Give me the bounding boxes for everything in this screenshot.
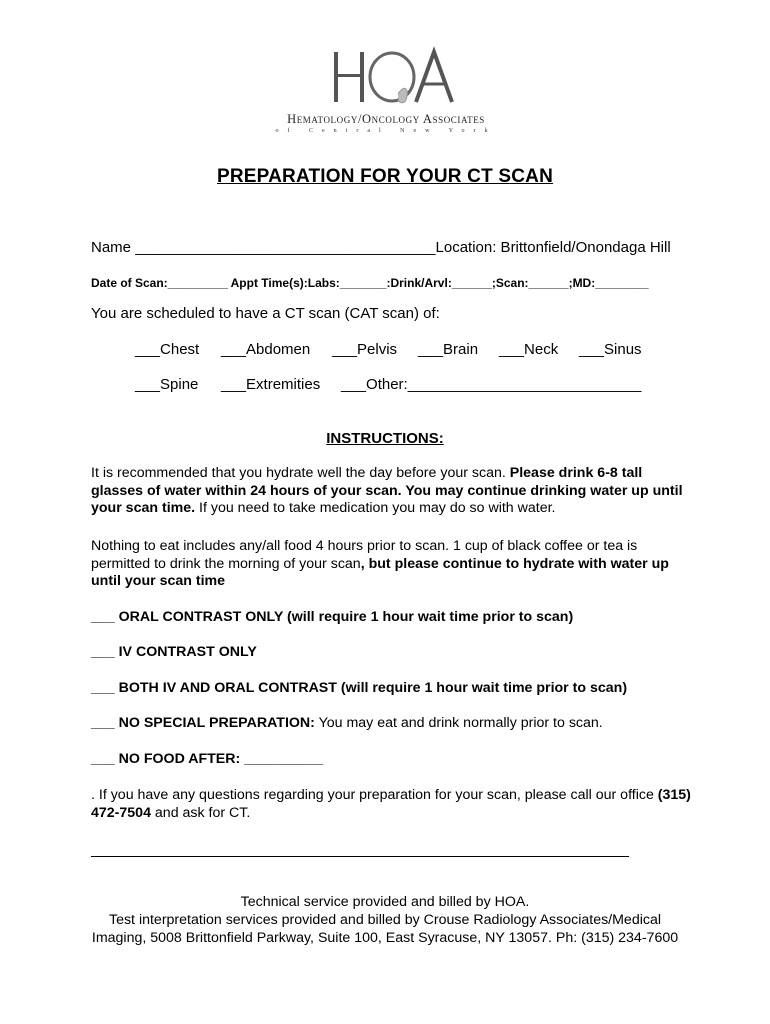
signature-line (91, 856, 629, 857)
footer (80, 893, 690, 947)
name-field[interactable]: ____________________________________ (135, 239, 436, 256)
option-extremities[interactable]: ___Extremities (221, 376, 321, 393)
name-label: Name (91, 239, 132, 256)
medication-text: If you need to take medication you may do so with water. (195, 500, 556, 516)
office-phone: (315) 472-7504 (91, 787, 691, 821)
check-iv-contrast[interactable]: ___ IV CONTRAST ONLY (91, 644, 257, 660)
option-other[interactable]: ___Other:____________________________ (341, 376, 642, 393)
questions-text: . If you have any questions regarding your preparation for your scan, please call our office (91, 787, 658, 803)
questions-paragraph (91, 787, 691, 822)
hydration-bold-text: Please drink 6-8 tall glasses of water within 24 hours of your scan. You may continue drinking water up until your scan time. (91, 465, 683, 516)
name-location-line (91, 239, 671, 256)
option-brain[interactable]: ___Brain (418, 341, 479, 358)
food-text: Nothing to eat includes any/all food 4 hours prior to scan. 1 cup of black coffee or tea is permitted to drink the morning of your scan (91, 538, 638, 572)
logo-name: Hematology/Oncology Associates (287, 112, 485, 126)
no-special-text: You may eat and drink normally prior to scan. (314, 715, 603, 731)
ask-for-ct-text: and ask for CT. (150, 804, 251, 821)
date-appointment-line[interactable]: Date of Scan:_________ Appt Time(s):Labs:_______:Drink/Arvl:______;Scan:______;MD:________ (91, 276, 649, 290)
option-spine[interactable]: ___Spine (135, 376, 199, 393)
logo-subtitle: of Central New York (275, 128, 497, 134)
footer-line-2: Test interpretation services provided and billed by Crouse Radiology Associates/Medical Imaging, 5008 Brittonfield Parkway, Suite 100, East Syracuse, NY 13057. Ph: (315) 234-7600 (91, 912, 679, 946)
food-bold-text: , but please continue to hydrate with water up until your scan time (91, 555, 669, 589)
hydration-text: It is recommended that you hydrate well the day before your scan. (91, 465, 510, 481)
option-pelvis[interactable]: ___Pelvis (332, 341, 398, 358)
check-no-food-after[interactable] (91, 751, 323, 767)
hoa-logo (248, 44, 524, 136)
hydration-paragraph (91, 465, 691, 518)
option-chest[interactable]: ___Chest (135, 341, 200, 358)
option-abdomen[interactable]: ___Abdomen (221, 341, 311, 358)
footer-line-1: Technical service provided and billed by HOA. (240, 894, 530, 910)
location-text: Location: Brittonfield/Onondaga Hill (435, 239, 671, 256)
instructions-heading: INSTRUCTIONS: (326, 430, 444, 447)
no-special-label: ___ NO SPECIAL PREPARATION: (91, 715, 315, 731)
option-neck[interactable]: ___Neck (499, 341, 559, 358)
check-both-contrast[interactable]: ___ BOTH IV AND ORAL CONTRAST (will require 1 hour wait time prior to scan) (91, 680, 628, 696)
scheduled-text: You are scheduled to have a CT scan (CAT scan) of: (91, 305, 440, 322)
page-title: PREPARATION FOR YOUR CT SCAN (216, 166, 553, 187)
no-food-label: ___ NO FOOD AFTER: (91, 751, 245, 767)
option-sinus[interactable]: ___Sinus (579, 341, 642, 358)
check-oral-contrast[interactable]: ___ ORAL CONTRAST ONLY (will require 1 hour wait time prior to scan) (91, 609, 574, 625)
hoa-logo-mark (248, 44, 524, 110)
no-food-field[interactable]: __________ (244, 751, 324, 767)
check-no-special-prep[interactable] (91, 715, 603, 731)
food-paragraph (91, 538, 691, 591)
